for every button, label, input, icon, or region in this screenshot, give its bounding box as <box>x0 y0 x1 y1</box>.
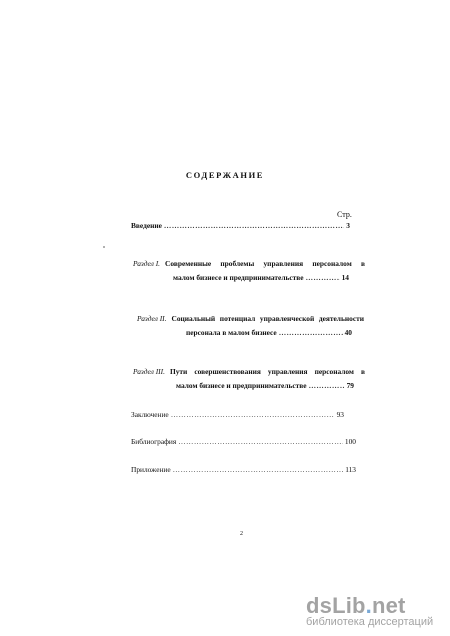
toc-leader-dots <box>171 410 335 419</box>
toc-entry-section-1-line1 <box>133 259 365 268</box>
toc-entry-label: Введение <box>131 221 162 230</box>
toc-entry-text: Социальный потенциал управленческой деятельности <box>171 314 364 323</box>
toc-entry-intro <box>131 221 350 230</box>
toc-leader-dots <box>178 437 343 446</box>
toc-leader-dots <box>279 328 343 337</box>
watermark <box>306 593 436 628</box>
toc-entry-section-3-line1 <box>133 367 365 376</box>
toc-section-label: Раздел I. <box>133 259 161 268</box>
toc-entry-label: Приложение <box>131 465 171 474</box>
toc-entry-page: 14 <box>341 273 349 282</box>
toc-leader-dots <box>173 465 344 474</box>
page-number: 2 <box>240 531 243 537</box>
toc-entry-text: персонала в малом бизнесе <box>186 328 277 337</box>
toc-section-label: Раздел II. <box>137 314 167 323</box>
toc-entry-bibliography <box>131 437 356 446</box>
scan-speck <box>103 246 105 248</box>
toc-entry-text: малом бизнесе и предпринимательстве <box>176 381 307 390</box>
toc-entry-text: малом бизнесе и предпринимательстве <box>173 273 304 282</box>
page-title: СОДЕРЖАНИЕ <box>185 170 265 180</box>
toc-entry-page: 100 <box>344 437 356 446</box>
toc-leader-dots <box>164 221 344 230</box>
toc-leader-dots <box>306 273 340 282</box>
toc-entry-appendix <box>131 465 356 474</box>
watermark-brand-part: dsLib <box>306 593 366 618</box>
toc-entry-page: 40 <box>344 328 352 337</box>
toc-entry-text: Современные проблемы управления персоналом в <box>165 259 365 268</box>
toc-leader-dots <box>309 381 345 390</box>
toc-entry-section-2-line2 <box>186 328 352 337</box>
toc-entry-section-3-line2 <box>176 381 354 390</box>
toc-entry-page: 3 <box>346 221 350 230</box>
toc-entry-text: Пути совершенствования управления персоналом в <box>169 367 365 376</box>
toc-entry-section-2-line1 <box>137 314 364 323</box>
watermark-brand-part: net <box>371 593 406 618</box>
watermark-brand-dot: . <box>365 593 372 618</box>
toc-section-label: Раздел III. <box>133 367 165 376</box>
toc-entry-page: 79 <box>346 381 354 390</box>
page-column-header: Стр. <box>337 210 352 219</box>
watermark-subtitle: библиотека диссертаций <box>306 616 434 628</box>
toc-entry-label: Библиография <box>131 437 177 446</box>
toc-entry-page: 93 <box>336 410 344 419</box>
toc-entry-conclusion <box>131 410 344 419</box>
toc-entry-page: 113 <box>345 465 356 474</box>
toc-entry-section-1-line2 <box>173 273 349 282</box>
toc-entry-label: Заключение <box>131 410 169 419</box>
